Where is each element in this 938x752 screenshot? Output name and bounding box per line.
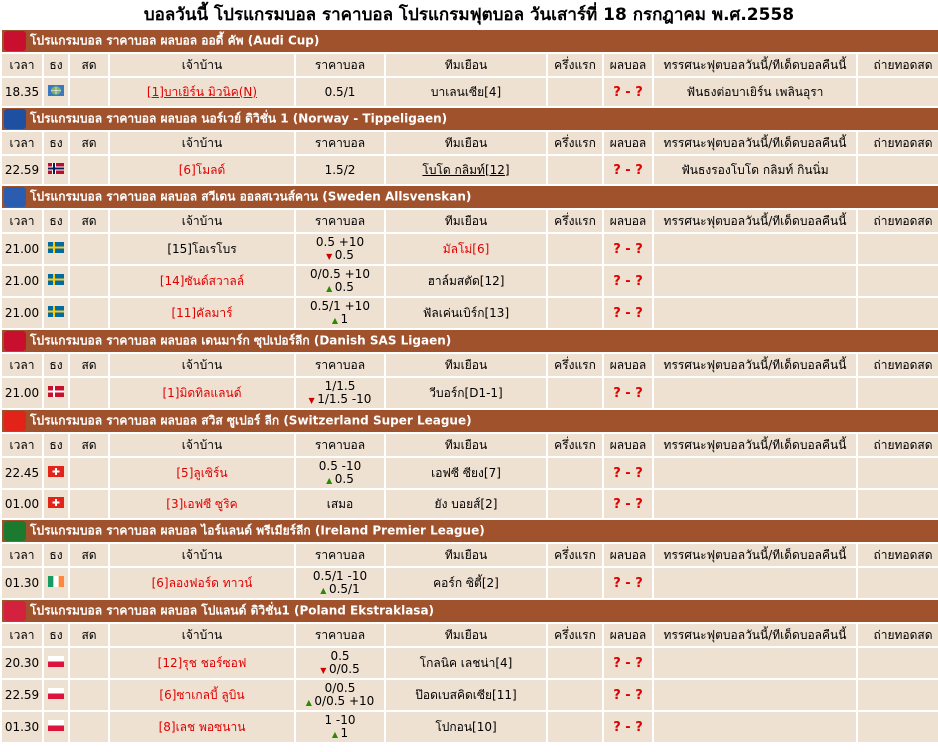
arrow-up-icon: ▲ — [331, 729, 341, 739]
match-row — [2, 680, 938, 710]
match-row — [2, 490, 938, 518]
full-time-score: ? - ? — [604, 712, 652, 742]
col-header-odds: ราคาบอล — [296, 210, 384, 232]
full-time-score: ? - ? — [604, 490, 652, 518]
odds-line: 1.5/2 — [324, 162, 356, 177]
col-header-broadcast: ถ่ายทอดสด — [858, 354, 938, 376]
match-time: 21.00 — [2, 378, 42, 408]
odds-line-2: ▲ 0.5 — [326, 471, 354, 486]
broadcast-cell — [858, 156, 938, 184]
live-cell[interactable] — [70, 378, 108, 408]
full-time-score: ? - ? — [604, 156, 652, 184]
broadcast-cell — [858, 712, 938, 742]
audi-cup-icon — [4, 31, 26, 51]
live-cell[interactable] — [70, 78, 108, 106]
odds-line-2: ▲ 1 — [331, 725, 349, 740]
odds-line: 0.5 +10 — [315, 234, 365, 249]
column-header-row — [2, 54, 938, 76]
col-header-tips: ทรรศนะฟุตบอลวันนี้/ทีเด็ดบอลคืนนี้ — [654, 132, 856, 154]
home-team: [14]ซันด์สวาลล์ — [110, 266, 294, 296]
column-header-row — [2, 434, 938, 456]
denmark-flag-icon — [48, 386, 64, 400]
swiss-flag-icon — [48, 497, 64, 511]
half-time-score — [548, 156, 602, 184]
col-header-live: สด — [70, 210, 108, 232]
ireland-flag-icon — [48, 576, 64, 590]
col-header-live: สด — [70, 624, 108, 646]
full-time-score: ? - ? — [604, 298, 652, 328]
odds-cell — [296, 378, 384, 408]
odds-line: 1/1.5 — [324, 378, 356, 393]
column-header-row — [2, 624, 938, 646]
col-header-live: สด — [70, 54, 108, 76]
column-header-row — [2, 354, 938, 376]
match-time: 20.30 — [2, 648, 42, 678]
col-header-home: เจ้าบ้าน — [110, 132, 294, 154]
match-row — [2, 266, 938, 296]
col-header-result: ผลบอล — [604, 434, 652, 456]
live-cell[interactable] — [70, 712, 108, 742]
col-header-away: ทีมเยือน — [386, 354, 546, 376]
col-header-result: ผลบอล — [604, 54, 652, 76]
away-team: ฟัลเค่นเบิร์ก[13] — [386, 298, 546, 328]
tip-cell[interactable] — [654, 458, 856, 488]
col-header-home: เจ้าบ้าน — [110, 354, 294, 376]
swiss-league-icon — [4, 411, 26, 431]
col-header-away: ทีมเยือน — [386, 210, 546, 232]
match-row — [2, 298, 938, 328]
odds-line-2: ▼ 0/0.5 — [320, 661, 360, 676]
full-time-score: ? - ? — [604, 568, 652, 598]
col-header-time: เวลา — [2, 54, 42, 76]
column-header-row — [2, 210, 938, 232]
column-header-row — [2, 132, 938, 154]
away-team: โปกอน[10] — [386, 712, 546, 742]
col-header-away: ทีมเยือน — [386, 434, 546, 456]
col-header-live: สด — [70, 132, 108, 154]
away-team: เอฟซี ซียง[7] — [386, 458, 546, 488]
half-time-score — [548, 648, 602, 678]
col-header-flag: ธง — [44, 354, 68, 376]
away-team: มัลโม่[6] — [386, 234, 546, 264]
col-header-odds: ราคาบอล — [296, 544, 384, 566]
home-team: [6]ลองฟอร์ด ทาวน์ — [110, 568, 294, 598]
tip-cell[interactable] — [654, 648, 856, 678]
col-header-flag: ธง — [44, 434, 68, 456]
col-header-time: เวลา — [2, 210, 42, 232]
col-header-away: ทีมเยือน — [386, 54, 546, 76]
col-header-broadcast: ถ่ายทอดสด — [858, 210, 938, 232]
arrow-up-icon: ▲ — [331, 315, 341, 325]
col-header-half: ครึ่งแรก — [548, 544, 602, 566]
away-team: ยัง บอยส์[2] — [386, 490, 546, 518]
away-team[interactable]: โบโด กลิมท์[12] — [386, 156, 546, 184]
away-team: บาเลนเซีย[4] — [386, 78, 546, 106]
col-header-half: ครึ่งแรก — [548, 434, 602, 456]
col-header-tips: ทรรศนะฟุตบอลวันนี้/ทีเด็ดบอลคืนนี้ — [654, 434, 856, 456]
half-time-score — [548, 458, 602, 488]
odds-line: 0.5/1 -10 — [312, 568, 368, 583]
ireland-league-icon — [4, 521, 26, 541]
match-time: 21.00 — [2, 266, 42, 296]
home-team[interactable]: [1]บาเยิร์น มิวนิค(N) — [110, 78, 294, 106]
home-team: [8]เลช พอซนาน — [110, 712, 294, 742]
live-cell[interactable] — [70, 490, 108, 518]
odds-cell — [296, 712, 384, 742]
col-header-away: ทีมเยือน — [386, 132, 546, 154]
world-flag-icon — [48, 85, 64, 99]
home-team: [6]ซาเกลบี้ ลูบิน — [110, 680, 294, 710]
odds-line: 0/0.5 — [324, 680, 356, 695]
broadcast-cell — [858, 78, 938, 106]
match-time: 01.00 — [2, 490, 42, 518]
tip-cell[interactable]: ฟันธงต่อบาเยิร์น เพลินอุรา — [654, 78, 856, 106]
odds-line: 1 -10 — [324, 712, 356, 727]
col-header-time: เวลา — [2, 434, 42, 456]
sweden-flag-icon — [48, 242, 64, 256]
col-header-odds: ราคาบอล — [296, 354, 384, 376]
match-time: 21.00 — [2, 298, 42, 328]
col-header-flag: ธง — [44, 210, 68, 232]
odds-line-2: ▲ 0.5 — [326, 279, 354, 294]
home-team: [12]รุช ชอร์ซอฟ — [110, 648, 294, 678]
col-header-odds: ราคาบอล — [296, 434, 384, 456]
full-time-score: ? - ? — [604, 78, 652, 106]
col-header-tips: ทรรศนะฟุตบอลวันนี้/ทีเด็ดบอลคืนนี้ — [654, 210, 856, 232]
half-time-score — [548, 78, 602, 106]
col-header-tips: ทรรศนะฟุตบอลวันนี้/ทีเด็ดบอลคืนนี้ — [654, 354, 856, 376]
poland-flag-icon — [48, 688, 64, 702]
col-header-home: เจ้าบ้าน — [110, 210, 294, 232]
col-header-away: ทีมเยือน — [386, 544, 546, 566]
col-header-live: สด — [70, 354, 108, 376]
full-time-score: ? - ? — [604, 680, 652, 710]
league-header — [2, 520, 938, 542]
col-header-tips: ทรรศนะฟุตบอลวันนี้/ทีเด็ดบอลคืนนี้ — [654, 544, 856, 566]
col-header-broadcast: ถ่ายทอดสด — [858, 624, 938, 646]
match-time: 01.30 — [2, 712, 42, 742]
tip-cell[interactable] — [654, 298, 856, 328]
col-header-broadcast: ถ่ายทอดสด — [858, 54, 938, 76]
col-header-home: เจ้าบ้าน — [110, 624, 294, 646]
away-team: โกลนิค เลชน่า[4] — [386, 648, 546, 678]
col-header-result: ผลบอล — [604, 132, 652, 154]
odds-cell — [296, 298, 384, 328]
danish-league-icon — [4, 331, 26, 351]
away-team: ฮาล์มสตัด[12] — [386, 266, 546, 296]
norway-flag-icon — [48, 163, 64, 177]
col-header-home: เจ้าบ้าน — [110, 54, 294, 76]
col-header-flag: ธง — [44, 544, 68, 566]
live-cell[interactable] — [70, 234, 108, 264]
odds-line: 0.5 — [330, 648, 350, 663]
col-header-time: เวลา — [2, 354, 42, 376]
col-header-live: สด — [70, 434, 108, 456]
odds-cell — [296, 458, 384, 488]
away-team: คอร์ก ซิตี้[2] — [386, 568, 546, 598]
sweden-flag-icon — [48, 274, 64, 288]
live-cell[interactable] — [70, 458, 108, 488]
home-team: [15]โอเรโบร — [110, 234, 294, 264]
match-row — [2, 78, 938, 106]
broadcast-cell — [858, 266, 938, 296]
odds-cell — [296, 568, 384, 598]
league-header — [2, 108, 938, 130]
odds-cell — [296, 266, 384, 296]
arrow-up-icon: ▲ — [326, 475, 335, 485]
live-cell[interactable] — [70, 156, 108, 184]
odds-line-2: ▲ 1 — [331, 311, 349, 326]
col-header-result: ผลบอล — [604, 624, 652, 646]
odds-line-2: ▼ 0.5 — [326, 247, 354, 262]
poland-league-icon — [4, 601, 26, 621]
half-time-score — [548, 298, 602, 328]
league-title: โปรแกรมบอล ราคาบอล ผลบอล โปแลนด์ ดิวิชั่น1 (Poland Ekstraklasa) — [30, 603, 435, 618]
tip-cell[interactable] — [654, 680, 856, 710]
broadcast-cell — [858, 458, 938, 488]
odds-line: เสมอ — [326, 496, 354, 511]
match-row — [2, 378, 938, 408]
league-header — [2, 186, 938, 208]
odds-line-2: ▼ 1/1.5 -10 — [308, 391, 372, 406]
col-header-flag: ธง — [44, 54, 68, 76]
odds-line: 0.5/1 — [324, 84, 356, 99]
col-header-half: ครึ่งแรก — [548, 354, 602, 376]
half-time-score — [548, 378, 602, 408]
home-team: [6]โมลด์ — [110, 156, 294, 184]
col-header-result: ผลบอล — [604, 354, 652, 376]
live-cell[interactable] — [70, 680, 108, 710]
tip-cell[interactable] — [654, 266, 856, 296]
half-time-score — [548, 712, 602, 742]
match-row — [2, 712, 938, 742]
broadcast-cell — [858, 648, 938, 678]
league-header — [2, 330, 938, 352]
half-time-score — [548, 234, 602, 264]
col-header-live: สด — [70, 544, 108, 566]
broadcast-cell — [858, 568, 938, 598]
league-title: โปรแกรมบอล ราคาบอล ผลบอล เดนมาร์ก ซุปเปอร์ลีก (Danish SAS Ligaen) — [30, 333, 452, 348]
column-header-row — [2, 544, 938, 566]
col-header-home: เจ้าบ้าน — [110, 434, 294, 456]
league-header — [2, 30, 938, 52]
match-row — [2, 458, 938, 488]
col-header-broadcast: ถ่ายทอดสด — [858, 544, 938, 566]
match-row — [2, 156, 938, 184]
col-header-half: ครึ่งแรก — [548, 210, 602, 232]
league-header — [2, 600, 938, 622]
match-time: 01.30 — [2, 568, 42, 598]
arrow-down-icon: ▼ — [308, 395, 318, 405]
half-time-score — [548, 680, 602, 710]
league-title: โปรแกรมบอล ราคาบอล ผลบอล สวีเดน ออลสเวนส์คาน (Sweden Allsvenskan) — [30, 189, 472, 204]
half-time-score — [548, 490, 602, 518]
col-header-home: เจ้าบ้าน — [110, 544, 294, 566]
sweden-league-icon — [4, 187, 26, 207]
home-team: [1]มิดทิลแลนด์ — [110, 378, 294, 408]
arrow-up-icon: ▲ — [320, 585, 329, 595]
tip-cell[interactable] — [654, 378, 856, 408]
odds-cell — [296, 490, 384, 518]
away-team: วีบอร์ก[D1-1] — [386, 378, 546, 408]
broadcast-cell — [858, 298, 938, 328]
league-header — [2, 410, 938, 432]
broadcast-cell — [858, 680, 938, 710]
col-header-result: ผลบอล — [604, 210, 652, 232]
live-cell[interactable] — [70, 568, 108, 598]
half-time-score — [548, 568, 602, 598]
col-header-broadcast: ถ่ายทอดสด — [858, 434, 938, 456]
odds-line-2: ▲ 0.5/1 — [320, 581, 360, 596]
col-header-odds: ราคาบอล — [296, 132, 384, 154]
half-time-score — [548, 266, 602, 296]
page-title: บอลวันนี้ โปรแกรมบอล ราคาบอล โปรแกรมฟุตบอล วันเสาร์ที่ 18 กรกฎาคม พ.ศ.2558 — [143, 5, 795, 25]
league-title: โปรแกรมบอล ราคาบอล ผลบอล ไอร์แลนด์ พรีเมียร์ลีก (Ireland Premier League) — [30, 523, 485, 538]
match-time: 22.45 — [2, 458, 42, 488]
match-time: 21.00 — [2, 234, 42, 264]
col-header-half: ครึ่งแรก — [548, 54, 602, 76]
col-header-away: ทีมเยือน — [386, 624, 546, 646]
poland-flag-icon — [48, 720, 64, 734]
away-team: ป๊อดเบสคิดเซีย[11] — [386, 680, 546, 710]
match-time: 18.35 — [2, 78, 42, 106]
match-time: 22.59 — [2, 680, 42, 710]
norway-league-icon — [4, 109, 26, 129]
odds-cell — [296, 680, 384, 710]
col-header-odds: ราคาบอล — [296, 624, 384, 646]
col-header-half: ครึ่งแรก — [548, 132, 602, 154]
full-time-score: ? - ? — [604, 234, 652, 264]
odds-cell — [296, 156, 384, 184]
full-time-score: ? - ? — [604, 458, 652, 488]
home-team: [5]ลูเซิร์น — [110, 458, 294, 488]
full-time-score: ? - ? — [604, 378, 652, 408]
broadcast-cell — [858, 234, 938, 264]
col-header-time: เวลา — [2, 624, 42, 646]
match-time: 22.59 — [2, 156, 42, 184]
col-header-odds: ราคาบอล — [296, 54, 384, 76]
live-cell[interactable] — [70, 266, 108, 296]
tip-cell[interactable]: ฟันธงรองโบโด กลิมท์ กินนิ่ม — [654, 156, 856, 184]
match-row — [2, 234, 938, 264]
league-title: โปรแกรมบอล ราคาบอล ผลบอล ออดี้ คัพ (Audi Cup) — [30, 33, 320, 48]
odds-cell — [296, 234, 384, 264]
odds-line: 0/0.5 +10 — [310, 266, 370, 281]
arrow-up-icon: ▲ — [305, 697, 315, 707]
col-header-time: เวลา — [2, 132, 42, 154]
col-header-half: ครึ่งแรก — [548, 624, 602, 646]
odds-line-2: ▲ 0/0.5 +10 — [305, 693, 375, 708]
poland-flag-icon — [48, 656, 64, 670]
col-header-broadcast: ถ่ายทอดสด — [858, 132, 938, 154]
col-header-tips: ทรรศนะฟุตบอลวันนี้/ทีเด็ดบอลคืนนี้ — [654, 624, 856, 646]
live-cell[interactable] — [70, 648, 108, 678]
broadcast-cell — [858, 378, 938, 408]
odds-cell — [296, 78, 384, 106]
fixtures-table — [0, 28, 938, 744]
home-team: [3]เอฟซี ซูริค — [110, 490, 294, 518]
league-title: โปรแกรมบอล ราคาบอล ผลบอล นอร์เวย์ ดิวิชั่น 1 (Norway - Tippeligaen) — [30, 111, 448, 126]
col-header-flag: ธง — [44, 624, 68, 646]
league-title: โปรแกรมบอล ราคาบอล ผลบอล สวิส ซูเปอร์ ลีก (Switzerland Super League) — [30, 413, 472, 428]
odds-line: 0.5 -10 — [318, 458, 362, 473]
tip-cell[interactable] — [654, 712, 856, 742]
odds-cell — [296, 648, 384, 678]
live-cell[interactable] — [70, 298, 108, 328]
tip-cell[interactable] — [654, 234, 856, 264]
arrow-down-icon: ▼ — [320, 665, 329, 675]
full-time-score: ? - ? — [604, 648, 652, 678]
match-row — [2, 568, 938, 598]
match-row — [2, 648, 938, 678]
full-time-score: ? - ? — [604, 266, 652, 296]
col-header-tips: ทรรศนะฟุตบอลวันนี้/ทีเด็ดบอลคืนนี้ — [654, 54, 856, 76]
home-team: [11]คัลมาร์ — [110, 298, 294, 328]
col-header-flag: ธง — [44, 132, 68, 154]
arrow-down-icon: ▼ — [326, 251, 335, 261]
swiss-flag-icon — [48, 466, 64, 480]
col-header-result: ผลบอล — [604, 544, 652, 566]
tip-cell[interactable] — [654, 490, 856, 518]
arrow-up-icon: ▲ — [326, 283, 335, 293]
col-header-time: เวลา — [2, 544, 42, 566]
broadcast-cell — [858, 490, 938, 518]
odds-line: 0.5/1 +10 — [310, 298, 370, 313]
sweden-flag-icon — [48, 306, 64, 320]
tip-cell[interactable] — [654, 568, 856, 598]
